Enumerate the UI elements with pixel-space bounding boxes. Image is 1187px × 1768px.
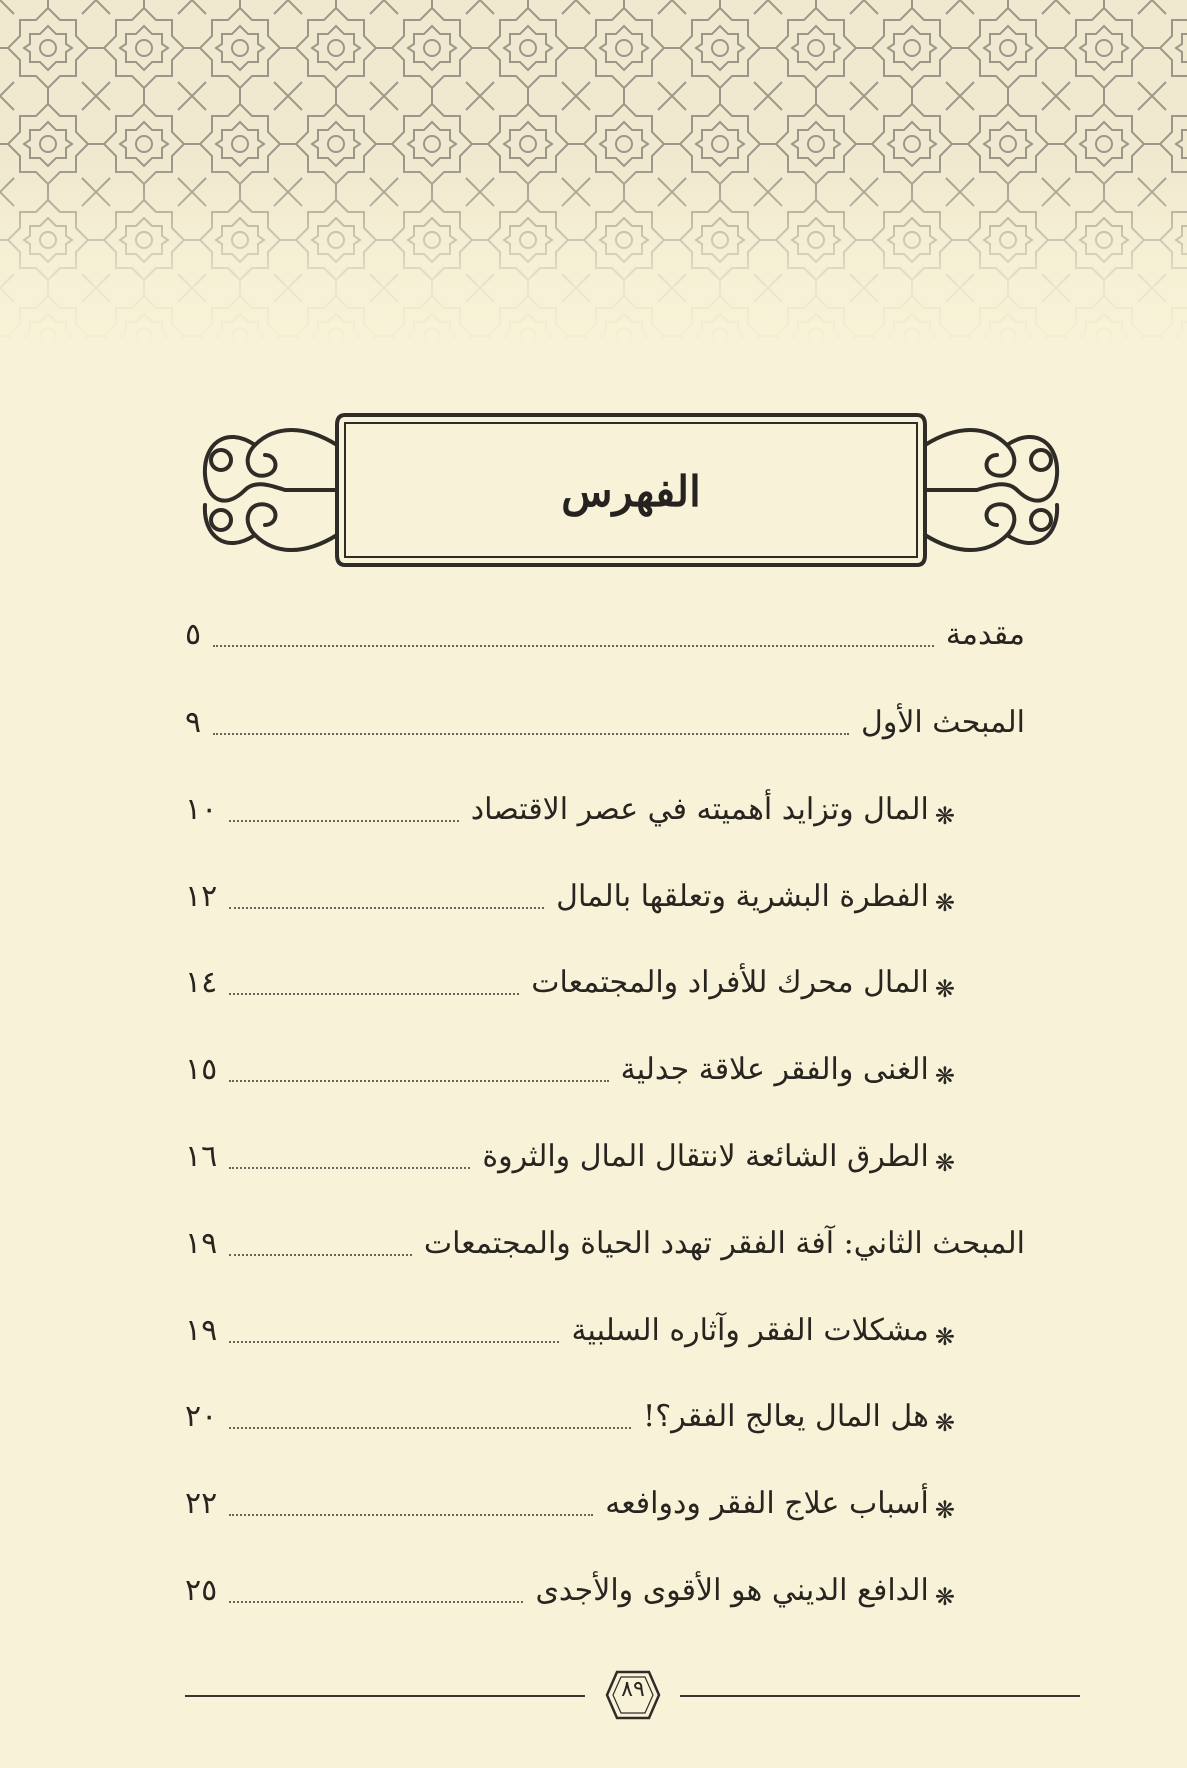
toc-entry-label: هل المال يعالج الفقر؟! — [643, 1399, 929, 1434]
title-frame — [195, 405, 1067, 575]
toc-entry-label: مشكلات الفقر وآثاره السلبية — [571, 1313, 929, 1348]
toc-entry-page: ٢٥ — [185, 1573, 218, 1608]
bullet-icon: ❋ — [934, 1149, 955, 1177]
leader-dots — [229, 1254, 412, 1256]
footer-rule-left — [185, 1695, 585, 1697]
toc-entry-page: ١٠ — [185, 792, 218, 827]
toc-entry-label: الدافع الديني هو الأقوى والأجدى — [535, 1573, 929, 1608]
toc-entry-label: أسباب علاج الفقر ودوافعه — [605, 1486, 929, 1521]
leader-dots — [229, 1514, 593, 1516]
toc-entry-label: الغنى والفقر علاقة جدلية — [620, 1052, 929, 1087]
toc-entry[interactable] — [185, 615, 1025, 655]
page-title: الفهرس — [561, 467, 701, 516]
toc-entry[interactable] — [185, 1137, 955, 1177]
toc-entry-page: ٢٠ — [185, 1399, 218, 1434]
toc-entry-page: ١٦ — [185, 1139, 218, 1174]
bullet-icon: ❋ — [934, 1062, 955, 1090]
toc-entry-label: المبحث الثاني: آفة الفقر تهدد الحياة والمجتمعات — [423, 1226, 1025, 1261]
page-number: ٨٩ — [621, 1677, 645, 1702]
leader-dots — [229, 1427, 631, 1429]
toc-entry[interactable] — [185, 963, 955, 1003]
bullet-icon: ❋ — [934, 889, 955, 917]
toc-entry-page: ١٩ — [185, 1313, 218, 1348]
toc-entry-label: المال محرك للأفراد والمجتمعات — [531, 965, 929, 1000]
toc-entry-label: المال وتزايد أهميته في عصر الاقتصاد — [470, 792, 929, 827]
toc-entry-label: المبحث الأول — [861, 705, 1025, 740]
toc-entry[interactable] — [185, 1224, 1025, 1264]
bullet-icon: ❋ — [934, 1409, 955, 1437]
toc-entry[interactable] — [185, 877, 955, 917]
leader-dots — [229, 820, 459, 822]
pattern-fade-overlay — [0, 0, 1187, 360]
leader-dots — [229, 907, 544, 909]
leader-dots — [229, 1341, 559, 1343]
toc-entry[interactable] — [185, 703, 1025, 743]
toc-entry[interactable] — [185, 1571, 955, 1611]
toc-entry-page: ١٢ — [185, 879, 218, 914]
bullet-icon: ❋ — [934, 975, 955, 1003]
toc-entry-label: الفطرة البشرية وتعلقها بالمال — [556, 879, 929, 914]
toc-entry[interactable] — [185, 1484, 955, 1524]
toc-entry-page: ١٥ — [185, 1052, 218, 1087]
leader-dots — [229, 1080, 608, 1082]
toc-entry-page: ١٩ — [185, 1226, 218, 1261]
bullet-icon: ❋ — [934, 802, 955, 830]
leader-dots — [229, 1167, 470, 1169]
toc-entry[interactable] — [185, 1311, 955, 1351]
toc-entry[interactable] — [185, 1397, 955, 1437]
toc-entry-page: ٩ — [185, 705, 202, 740]
bullet-icon: ❋ — [934, 1323, 955, 1351]
leader-dots — [213, 733, 849, 735]
toc-entry-label: الطرق الشائعة لانتقال المال والثروة — [482, 1139, 929, 1174]
bullet-icon: ❋ — [934, 1496, 955, 1524]
bullet-icon: ❋ — [934, 1583, 955, 1611]
leader-dots — [213, 645, 934, 647]
footer-rule-right — [680, 1695, 1080, 1697]
toc-entry-page: ٥ — [185, 617, 202, 652]
toc-entry-page: ٢٢ — [185, 1486, 218, 1521]
toc-entry-page: ١٤ — [185, 965, 218, 1000]
leader-dots — [229, 993, 519, 995]
toc-entry[interactable] — [185, 790, 955, 830]
toc-entry-label: مقدمة — [945, 617, 1025, 652]
leader-dots — [229, 1601, 523, 1603]
toc-entry[interactable] — [185, 1050, 955, 1090]
